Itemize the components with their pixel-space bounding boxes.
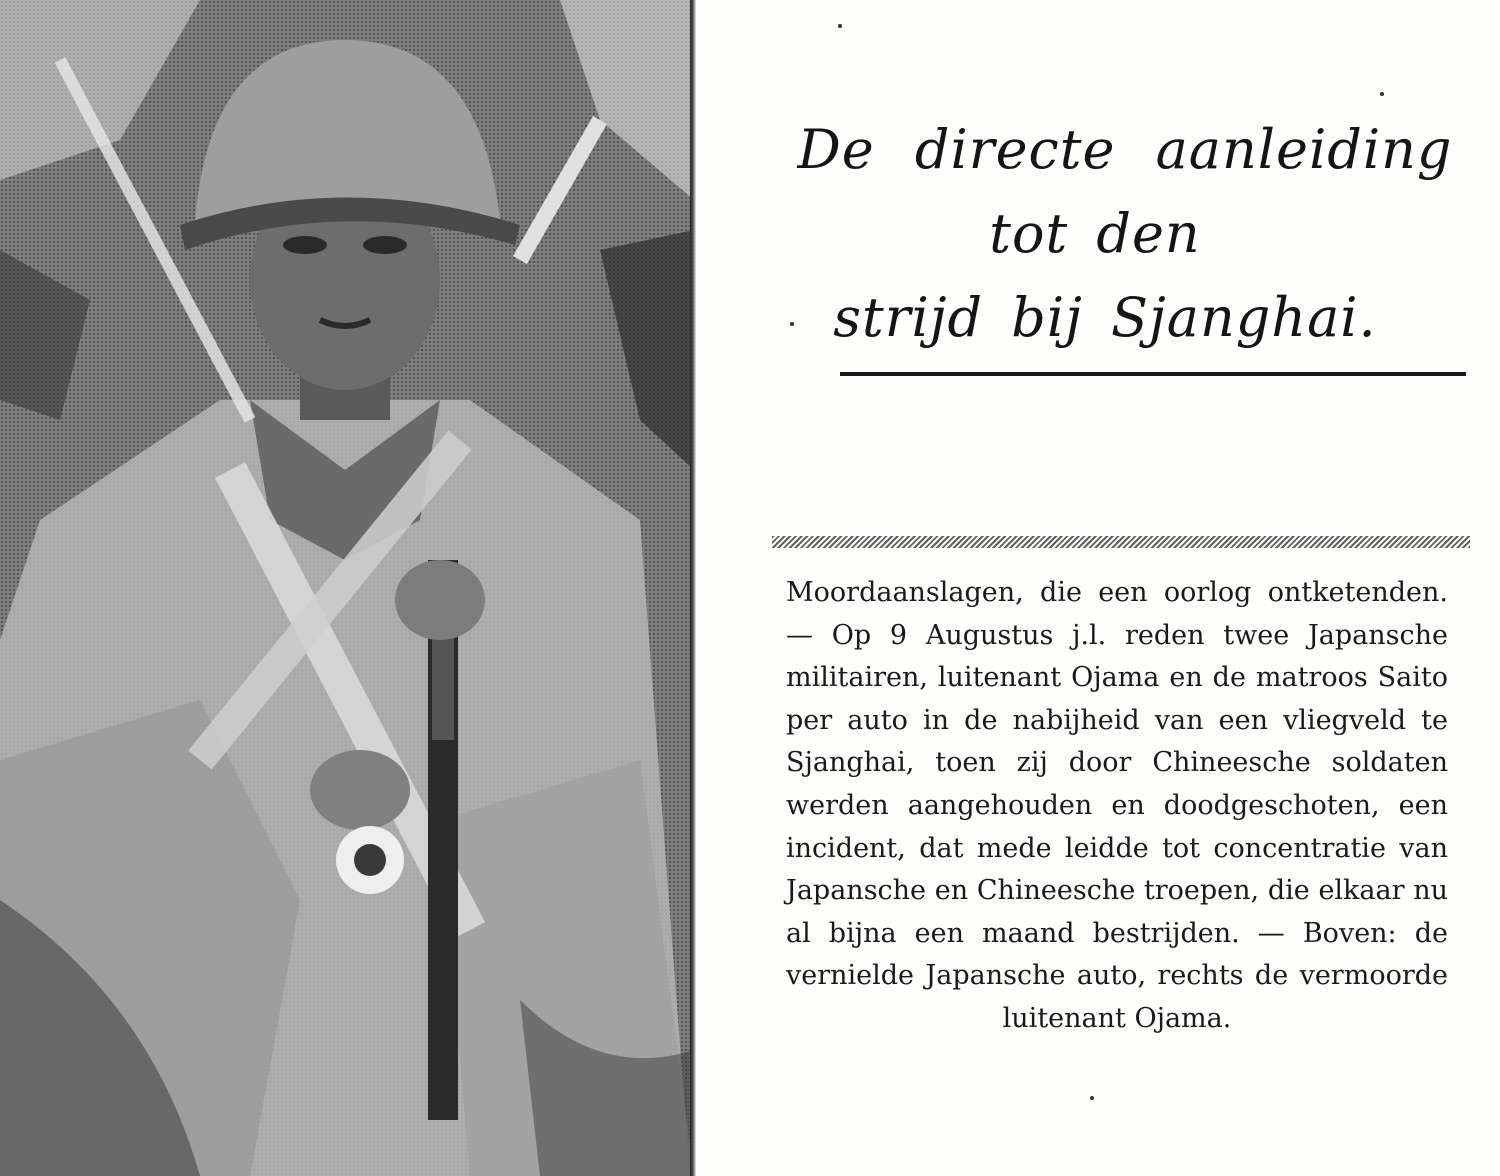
headline-line-3: strijd bij Sjanghai. [833,286,1377,349]
caption-text: Moordaanslagen, die een oorlog ontketenden. — Op 9 Augustus j.l. reden twee Japansche militairen, luitenant Ojama en de matroos Saito per auto in de nabijheid van een vliegveld te Sjanghai, toen zij door Chineesche soldaten werden aangehouden en doodgeschoten, een incident, dat mede leidde tot concentratie van Japansche en Chineesche troepen, die elkaar nu al bijna een maand bestrijden. — Boven: de vernielde Japansche auto, rechts de vermoorde luitenant Ojama. [786,577,1448,1034]
soldier-photo [0,0,694,1176]
headline [780,108,1470,360]
caption-top-rule [772,536,1470,548]
headline-line-2: tot den [989,202,1201,265]
photo-border [690,0,696,1176]
print-speck [1380,92,1384,96]
print-speck [838,24,842,28]
headline-rule [840,372,1466,376]
headline-line-1: De directe aanleiding [797,118,1453,181]
soldier-photo-illustration [0,0,694,1176]
print-speck [1090,1096,1094,1100]
print-speck [790,322,794,326]
